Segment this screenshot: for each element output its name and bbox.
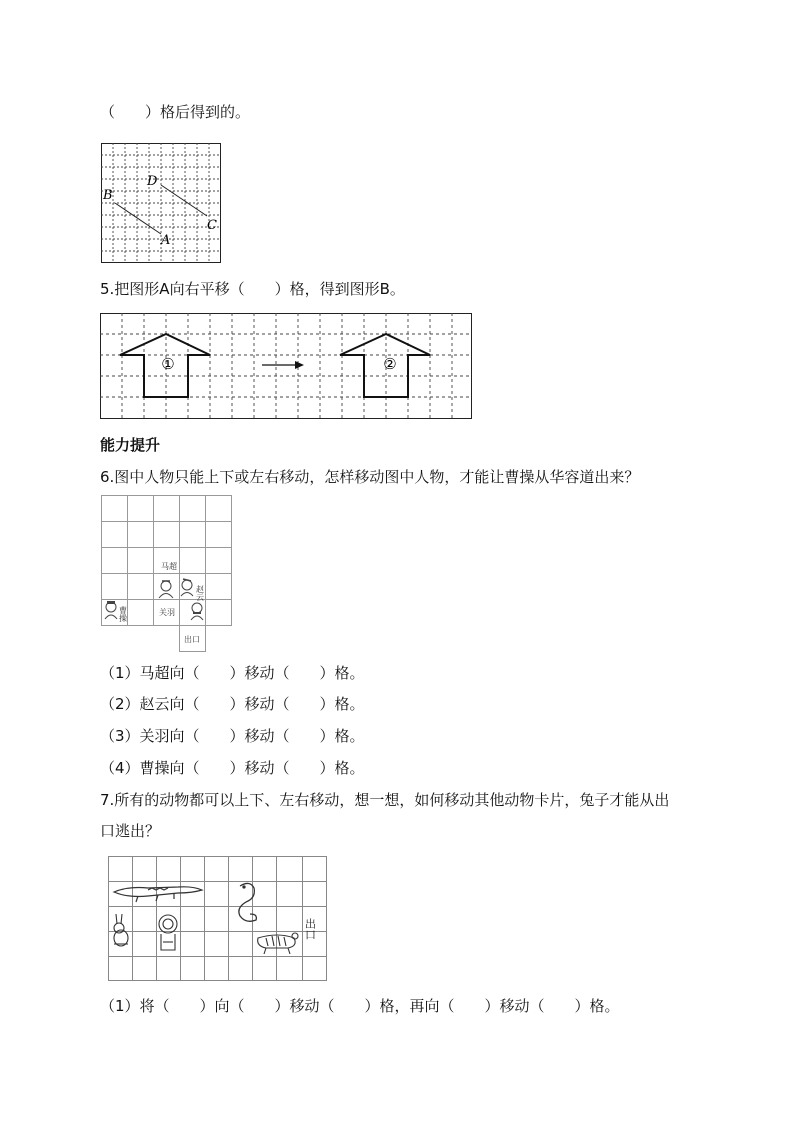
machao-label: 马超: [161, 562, 177, 571]
label-b: B: [103, 188, 113, 203]
lion-icon: [159, 915, 177, 950]
machao-figure-icon: [159, 581, 173, 598]
q6-huarong-grid: [101, 495, 233, 659]
q7-question-line2: 口逃出？: [100, 822, 161, 840]
caocao-label: 曹操: [118, 606, 128, 622]
q6-answer-2: （2）赵云向（ ）移动（ ）格。: [100, 695, 365, 713]
shape-a-label: ①: [161, 355, 175, 373]
exit-label: 出口: [184, 635, 200, 644]
zhaoyun-figure-icon: [181, 579, 193, 596]
crocodile-icon: [114, 887, 202, 902]
q7-animal-grid: [108, 856, 328, 988]
q6-answer-3: （3）关羽向（ ）移动（ ）格。: [100, 727, 365, 745]
label-a: A: [161, 233, 171, 248]
q7-exit-label: 出口: [303, 918, 317, 940]
shape-b-label: ②: [383, 355, 397, 373]
guanyu-label: 关羽: [159, 608, 175, 617]
segment-dc: [161, 185, 207, 216]
q7-question-line1: 7.所有的动物都可以上下、左右移动，想一想，如何移动其他动物卡片，兔子才能从出: [100, 791, 670, 809]
label-d: D: [147, 174, 158, 189]
q6-answer-4: （4）曹操向（ ）移动（ ）格。: [100, 759, 365, 777]
tiger-icon: [258, 933, 298, 954]
label-c: C: [207, 218, 217, 233]
segment-ba: [115, 203, 161, 234]
snake-icon: [239, 883, 257, 921]
q4-tail-text: （ ）格后得到的。: [100, 103, 251, 121]
q4-grid-figure: [101, 143, 221, 267]
guanyu-figure-icon: [191, 603, 203, 620]
q7-answer-1: （1）将（ ）向（ ）移动（ ）格，再向（ ）移动（ ）格。: [100, 997, 620, 1015]
q6-question: 6.图中人物只能上下或左右移动，怎样移动图中人物，才能让曹操从华容道出来？: [100, 468, 640, 486]
q5-question: 5.把图形A向右平移（ ）格，得到图形B。: [100, 280, 405, 298]
section-title: 能力提升: [100, 436, 161, 454]
caocao-figure-icon: [105, 601, 117, 619]
rabbit-icon: [114, 914, 128, 946]
zhaoyun-label: 赵云: [195, 585, 205, 601]
translate-arrow-head: [295, 361, 304, 369]
q6-answer-1: （1）马超向（ ）移动（ ）格。: [100, 664, 365, 682]
q5-grid-figure: [100, 313, 472, 423]
